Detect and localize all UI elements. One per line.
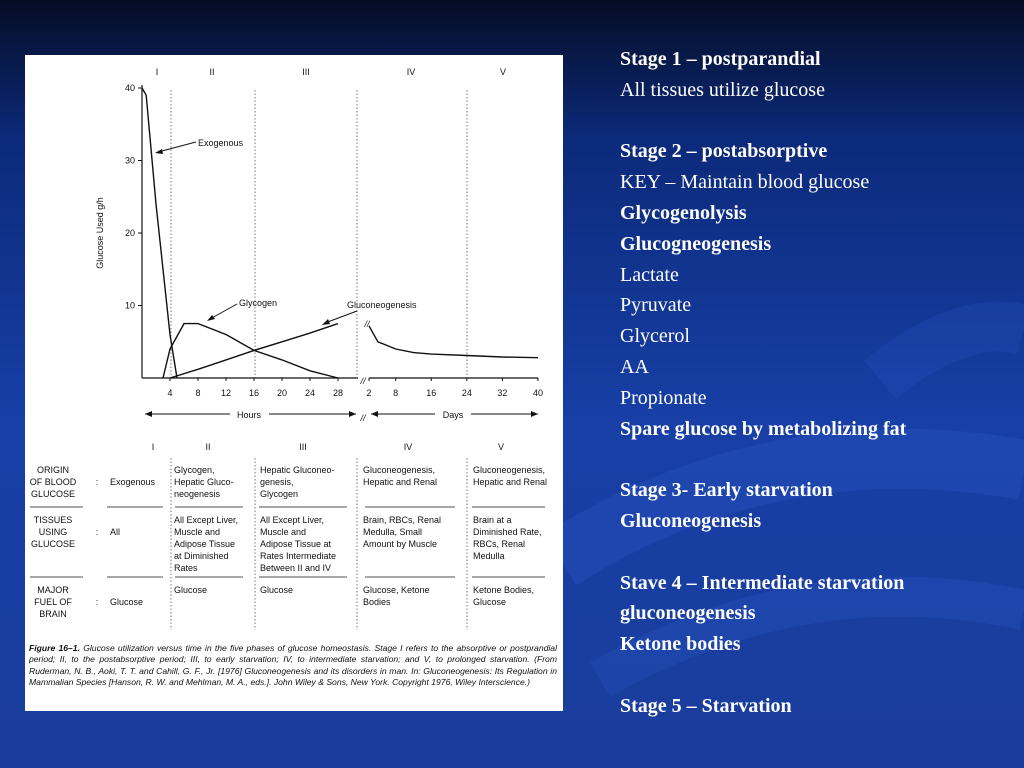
- table-phase-header: V: [497, 442, 505, 452]
- table-cell-text: Glucose, Ketone: [363, 585, 430, 595]
- table-cell-text: All Except Liver,: [260, 515, 325, 525]
- x-tick-label-days: 2: [366, 388, 372, 398]
- curve-break-mark: //: [364, 319, 370, 329]
- notes-line: Pyruvate: [620, 294, 692, 317]
- x-tick-label-days: 8: [393, 388, 399, 398]
- table-cell-text: All Except Liver,: [174, 515, 239, 525]
- phase-label: IV: [406, 67, 416, 77]
- notes-line: Stage 5 – Starvation: [620, 694, 792, 717]
- x-tick-label-hours: 12: [220, 388, 232, 398]
- phase-label: I: [155, 67, 159, 77]
- table-cell-text: Hepatic Gluco-: [174, 477, 234, 487]
- table-row-label: USING: [38, 527, 68, 537]
- x-tick-label-days: 40: [532, 388, 544, 398]
- table-cell-text: Adipose Tissue: [174, 539, 236, 549]
- table-cell-text: Glucose: [174, 585, 208, 595]
- table-cell-text: Gluconeogenesis,: [473, 465, 546, 475]
- table-cell-text: RBCs, Renal: [473, 539, 526, 549]
- annotation-exogenous-arrow: [158, 142, 196, 152]
- annotation-glycogen: Glycogen: [239, 298, 278, 308]
- x-tick-label-days: 16: [426, 388, 437, 398]
- figure-graphic: [25, 55, 563, 711]
- days-label: Days: [442, 410, 464, 420]
- annotation-exogenous: Exogenous: [198, 138, 244, 148]
- table-row-label: GLUCOSE: [30, 539, 76, 549]
- table-cell-text: Gluconeogenesis,: [363, 465, 436, 475]
- table-cell-text: Brain, RBCs, Renal: [363, 515, 442, 525]
- annotation-glycogen-arrow: [210, 304, 237, 319]
- table-cell-text: Bodies: [363, 597, 391, 607]
- y-tick-label: 30: [124, 155, 135, 166]
- days-break-mark: //: [360, 413, 366, 423]
- y-tick-label: 10: [124, 300, 135, 311]
- table-cell-text: neogenesis: [174, 489, 221, 499]
- axis-break-mark: //: [360, 376, 366, 386]
- table-cell-text: Medulla, Small: [363, 527, 423, 537]
- notes-spacer: [620, 537, 1015, 568]
- y-tick-label: 20: [124, 228, 135, 238]
- table-phase-header: III: [299, 442, 307, 452]
- x-tick-label-days: 32: [497, 388, 508, 398]
- hours-label: Hours: [236, 410, 262, 420]
- y-axis-title: Glucose Used g/h: [95, 197, 105, 269]
- x-tick-label-hours: 20: [276, 388, 288, 398]
- days-arrowhead-right: [531, 411, 538, 417]
- y-tick-label: 40: [124, 83, 135, 93]
- notes-line: Ketone bodies: [620, 633, 741, 656]
- notes-line: Lactate: [620, 263, 679, 286]
- glycogen-curve-hours: [163, 324, 338, 378]
- table-row-label: MAJOR: [37, 585, 69, 595]
- table-phase-header: IV: [403, 442, 413, 452]
- x-tick-label-hours: 16: [248, 388, 260, 398]
- table-colon: :: [95, 477, 99, 487]
- table-cell-text: at Diminished: [174, 551, 229, 561]
- glucose-utilization-figure: [25, 55, 563, 711]
- table-cell-text: Glucose: [110, 597, 144, 607]
- notes-line: All tissues utilize glucose: [620, 78, 825, 101]
- notes-spacer: [620, 660, 1015, 691]
- caption-label: Figure 16–1.: [29, 643, 80, 653]
- table-row-label: OF BLOOD: [29, 477, 77, 487]
- annotation-gluconeogenesis-arrow: [325, 311, 357, 323]
- table-cell-text: Rates: [174, 563, 198, 573]
- hours-arrowhead-left: [145, 411, 152, 417]
- notes-line: Stage 3- Early starvation: [620, 479, 833, 502]
- table-row-label: GLUCOSE: [30, 489, 76, 499]
- notes-line: Glycogenolysis: [620, 201, 747, 224]
- annotation-gluconeogenesis-arrowhead: [322, 319, 330, 325]
- table-colon: :: [95, 597, 99, 607]
- notes-line: AA: [620, 355, 649, 378]
- table-cell-text: Glycogen: [260, 489, 299, 499]
- notes-line: KEY – Maintain blood glucose: [620, 171, 870, 194]
- x-tick-label-hours: 4: [167, 388, 173, 398]
- table-cell-text: Glucose: [473, 597, 507, 607]
- notes-line: Gluconeogenesis: [620, 509, 762, 532]
- phase-label: III: [302, 67, 310, 77]
- table-cell-text: genesis,: [260, 477, 294, 487]
- table-cell-text: Glycogen,: [174, 465, 215, 475]
- table-row-label: BRAIN: [39, 609, 67, 619]
- notes-line: Glycerol: [620, 325, 690, 348]
- table-colon: :: [95, 527, 99, 537]
- notes-line: gluconeogenesis: [620, 602, 756, 625]
- table-cell-text: Brain at a: [473, 515, 512, 525]
- table-cell-text: Rates Intermediate: [260, 551, 337, 561]
- annotation-glycogen-arrowhead: [207, 315, 215, 321]
- table-cell-text: Exogenous: [110, 477, 156, 487]
- table-cell-text: Hepatic Gluconeo-: [260, 465, 335, 475]
- gluconeogenesis-curve-days: [369, 326, 538, 358]
- x-tick-label-days: 24: [461, 388, 472, 398]
- table-row-label: FUEL OF: [34, 597, 72, 607]
- table-row-label: TISSUES: [33, 515, 73, 525]
- notes-line: Stave 4 – Intermediate starvation: [620, 571, 905, 594]
- x-tick-label-hours: 24: [304, 388, 316, 398]
- table-cell-text: Amount by Muscle: [363, 539, 438, 549]
- phase-label: II: [209, 67, 215, 77]
- notes-line: Stage 2 – postabsorptive: [620, 140, 828, 163]
- table-phase-header: II: [205, 442, 211, 452]
- table-cell-text: Muscle and: [260, 527, 307, 537]
- table-cell-text: Glucose: [260, 585, 294, 595]
- table-cell-text: Muscle and: [174, 527, 221, 537]
- caption-text: Glucose utilization versus time in the five phases of glucose homeostasis. Stage I refers to the absorptive or postprandial period; II, to the postabsorptive period; III, to early starvation; IV, to intermediate starvation; and V, to prolonged starvation. (From Ruderman, N. B., Aoki, T. T. and Cahill, G. F., Jr. [1976] Gluconeogenesis and its disorders in man. In: Gluconeogenesis: Its Regulation in Mammalian Species [Hanson, R. W. and Mehlman, M. A., eds.]. John Wiley & Sons, New York. Copyright 1976, Wiley Interscience.): [29, 643, 557, 688]
- table-cell-text: Hepatic and Renal: [363, 477, 438, 487]
- notes-line: Spare glucose by metabolizing fat: [620, 417, 907, 440]
- table-cell-text: All: [110, 527, 121, 537]
- notes-spacer: [620, 106, 1015, 137]
- table-phase-header: I: [151, 442, 155, 452]
- gluconeogenesis-curve-hours: [170, 324, 338, 378]
- x-tick-label-hours: 8: [195, 388, 201, 398]
- days-arrowhead-left: [371, 411, 378, 417]
- table-row-label: ORIGIN: [36, 465, 70, 475]
- x-tick-label-hours: 28: [332, 388, 344, 398]
- table-cell-text: Diminished Rate,: [473, 527, 542, 537]
- phase-label: V: [499, 67, 507, 77]
- notes-line: Glucogneogenesis: [620, 232, 772, 255]
- table-cell-text: Ketone Bodies,: [473, 585, 535, 595]
- table-cell-text: Adipose Tissue at: [260, 539, 332, 549]
- table-cell-text: Medulla: [473, 551, 505, 561]
- table-cell-text: Between II and IV: [260, 563, 332, 573]
- figure-caption: [29, 643, 557, 689]
- table-cell-text: Hepatic and Renal: [473, 477, 548, 487]
- annotation-gluconeogenesis: Gluconeogenesis: [347, 300, 417, 310]
- notes-spacer: [620, 444, 1015, 475]
- exogenous-curve-hours: [142, 88, 177, 378]
- notes-line: Propionate: [620, 386, 707, 409]
- notes-line: Stage 1 – postparandial: [620, 48, 821, 70]
- hours-arrowhead-right: [349, 411, 356, 417]
- stage-notes: [620, 44, 1015, 722]
- annotation-exogenous-arrowhead: [155, 149, 163, 154]
